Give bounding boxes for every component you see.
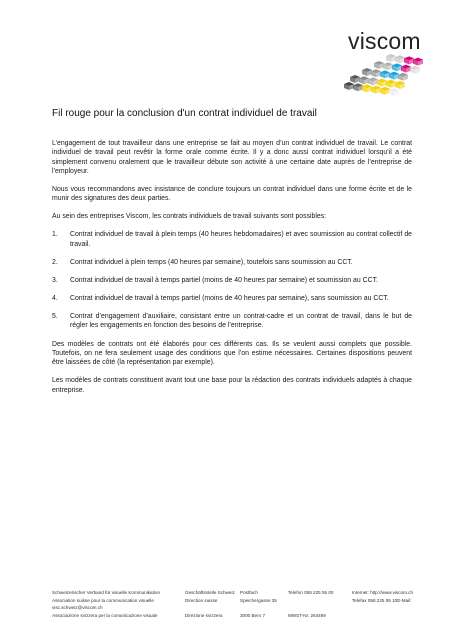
list-number: 1. bbox=[52, 231, 58, 239]
list-text: Contrat d’engagement d’auxiliaire, consistant entre un contrat-cadre et un contrat de travail, dans le but de régler les engagements en fonction des besoins de l’entreprise. bbox=[70, 313, 412, 330]
footer-postbox: Postfach bbox=[240, 590, 258, 595]
footer-vat: MWST-Nr. 264499 bbox=[288, 612, 326, 618]
list-item bbox=[52, 258, 412, 267]
footer-office-fr: Direction suisse bbox=[185, 597, 218, 603]
paragraph-models: Des modèles de contrats ont été élaborés pour ces différents cas. Ils se veulent aussi complets que possible. Toutefois, on ne fera seulement usage des conditions que l’on estime nécessaires. Certaines dispositions peuvent être laissées de côté (la représentation par exemple). bbox=[52, 340, 412, 367]
list-item bbox=[52, 294, 412, 303]
list-text: Contrat individuel à plein temps (40 heures par semaine), toutefois sans soumission au CCT. bbox=[70, 258, 353, 266]
footer-org-it: Associazione svizzera per la comunicazione visuale bbox=[52, 612, 158, 618]
footer-row bbox=[52, 612, 432, 620]
footer-phone: Telefon 058 225 55 00 bbox=[288, 590, 334, 595]
list-number: 3. bbox=[52, 276, 58, 284]
footer-office-it: Direzione svizzera bbox=[185, 612, 223, 618]
paragraph-base: Les modèles de contrats constituent avant tout une base pour la rédaction des contrats individuels adaptés à chaque entreprise. bbox=[52, 377, 412, 394]
list-text: Contrat individuel de travail à temps partiel (moins de 40 heures par semaine) et soumission au CCT. bbox=[70, 276, 378, 284]
footer-internet: Internet: http://www.viscom.ch bbox=[352, 590, 414, 595]
list-text: Contrat individuel de travail à plein temps (40 heures hebdomadaires) et avec soumission au contrat collectif de travail. bbox=[70, 231, 412, 248]
list-text: Contrat individuel de travail à temps partiel (moins de 40 heures par semaine), sans soumission au CCT. bbox=[70, 295, 389, 303]
footer-org-de: Schweizerischer Verband für visuelle Kommunikation bbox=[52, 590, 161, 595]
contract-list bbox=[52, 230, 412, 330]
list-item bbox=[52, 276, 412, 285]
footer-email: visc.schweiz@viscom.ch bbox=[52, 605, 103, 611]
paragraph-intro: L’engagement de tout travailleur dans une entreprise se fait au moyen d’un contrat individuel de travail. Le contrat individuel de travail peut revêtir la forme orale comme écrite. Il y a donc aussi contrat individuel lorsqu’il a été simplement convenu oralement que le travailleur débute son activité à une certaine date auprès de l’entreprise de l’employeur. bbox=[52, 140, 412, 175]
list-number: 5. bbox=[52, 313, 58, 321]
footer-row bbox=[52, 589, 432, 597]
paragraph-recommendation: Nous vous recommandons avec insistance de conclure toujours un contrat individuel dans une forme écrite et de le munir des signatures des deux parties. bbox=[52, 185, 412, 203]
paragraph-list-intro: Au sein des entreprises Viscom, les contrats individuels de travail suivants sont possibles: bbox=[52, 213, 327, 221]
footer-row bbox=[52, 604, 432, 612]
list-number: 2. bbox=[52, 258, 58, 266]
logo-cubes-icon bbox=[340, 54, 432, 98]
list-item bbox=[52, 230, 412, 249]
list-number: 4. bbox=[52, 295, 58, 303]
footer-office-de: Geschäftsstelle Schweiz bbox=[185, 590, 235, 595]
footer bbox=[52, 589, 432, 619]
document-body bbox=[52, 139, 412, 404]
footer-street: Speichergasse 35 bbox=[240, 597, 277, 603]
footer-city: 3000 Bern 7 bbox=[240, 612, 266, 618]
footer-fax: Telefax 058 225 55 10E-Mail: bbox=[352, 597, 412, 603]
page-title: Fil rouge pour la conclusion d'un contrat individuel de travail bbox=[52, 108, 317, 119]
footer-org-fr: Association suisse pour la communication visuelle bbox=[52, 597, 154, 603]
viscom-logo bbox=[340, 28, 432, 98]
list-item bbox=[52, 312, 412, 331]
footer-row bbox=[52, 597, 432, 605]
logo-text: viscom bbox=[348, 28, 421, 54]
